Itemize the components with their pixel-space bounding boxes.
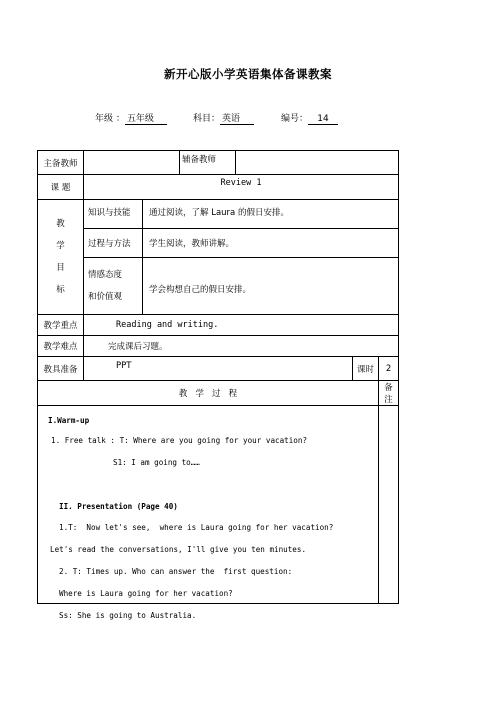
- teacher-row: [38, 151, 399, 175]
- process-line-5: 2. T: Times up. Who can answer the first question:: [59, 567, 293, 576]
- lead-teacher-value: [84, 151, 180, 175]
- process-line-3: 1.T: Now let's see, where is Laura going for her vacation?: [59, 523, 334, 532]
- process-header-row: [38, 381, 399, 406]
- hours-label: 课时: [353, 357, 379, 381]
- page-title: 新开心版小学英语集体备课教案: [164, 67, 332, 81]
- subject-field: [193, 111, 254, 125]
- objective-label-attitude: 情感态度 和价值观: [84, 258, 143, 315]
- grade-label: 年级 ：: [95, 114, 125, 124]
- number-field: [281, 111, 338, 125]
- subject-label: 科目：: [193, 114, 221, 124]
- remarks-header: 备 注: [379, 381, 399, 406]
- difficulty-label: 教学难点: [38, 336, 84, 357]
- difficulty-row: [38, 336, 399, 357]
- process-line-6: Where is Laura going for her vacation?: [59, 589, 233, 598]
- process-line-2: S1: I am going to……: [113, 458, 200, 467]
- assist-teacher-label-cell: [180, 151, 236, 175]
- prep-label: 教具准备: [38, 357, 84, 381]
- objective-label-knowledge: 知识与技能: [84, 200, 143, 229]
- remarks-content: [379, 406, 399, 604]
- objectives-label: 教 学 目 标: [38, 200, 84, 315]
- lesson-plan-table: [37, 150, 399, 620]
- key-point-value: Reading and writing.: [84, 315, 399, 336]
- difficulty-value: 完成课后习题。: [84, 336, 399, 357]
- grade-value: 五年级: [125, 111, 167, 125]
- topic-row: [38, 175, 399, 200]
- objective-label-process: 过程与方法: [84, 229, 143, 258]
- grade-field: [95, 111, 167, 125]
- objective-text-attitude: 学会构想自己的假日安排。: [143, 258, 399, 315]
- objective-text-process: 学生阅读，教师讲解。: [143, 229, 399, 258]
- objective-row-3: [38, 258, 399, 315]
- process-line-1: 1. Free talk : T: Where are you going for your vacation?: [51, 436, 308, 445]
- warmup-title: I.Warm-up: [48, 416, 90, 425]
- objective-row-2: [38, 229, 399, 258]
- assist-teacher-label: 辅备教师: [182, 155, 217, 165]
- key-point-row: [38, 315, 399, 336]
- lead-teacher-label: 主备教师: [38, 151, 84, 175]
- prep-value: PPT: [84, 357, 353, 381]
- number-value: 14: [308, 114, 338, 125]
- prep-row: [38, 357, 399, 381]
- presentation-title: II. Presentation (Page 40): [59, 502, 178, 511]
- topic-label: 课 题: [38, 175, 84, 200]
- objective-text-knowledge: 通过阅读，了解 Laura 的假日安排。: [143, 200, 399, 229]
- number-label: 编号：: [281, 114, 309, 124]
- key-point-label: 教学重点: [38, 315, 84, 336]
- assist-teacher-value: [236, 151, 399, 175]
- objective-row-1: [38, 200, 399, 229]
- topic-value: Review 1: [84, 175, 399, 200]
- process-header: 教 学 过 程: [38, 381, 379, 406]
- process-content: [38, 406, 379, 620]
- process-line-4: Let's read the conversations, I'll give you ten minutes.: [50, 545, 307, 554]
- process-line-7: Ss: She is going to Australia.: [59, 611, 197, 620]
- hours-value: 2: [379, 357, 399, 381]
- subject-value: 英语: [220, 111, 254, 125]
- process-body-row: [38, 406, 399, 604]
